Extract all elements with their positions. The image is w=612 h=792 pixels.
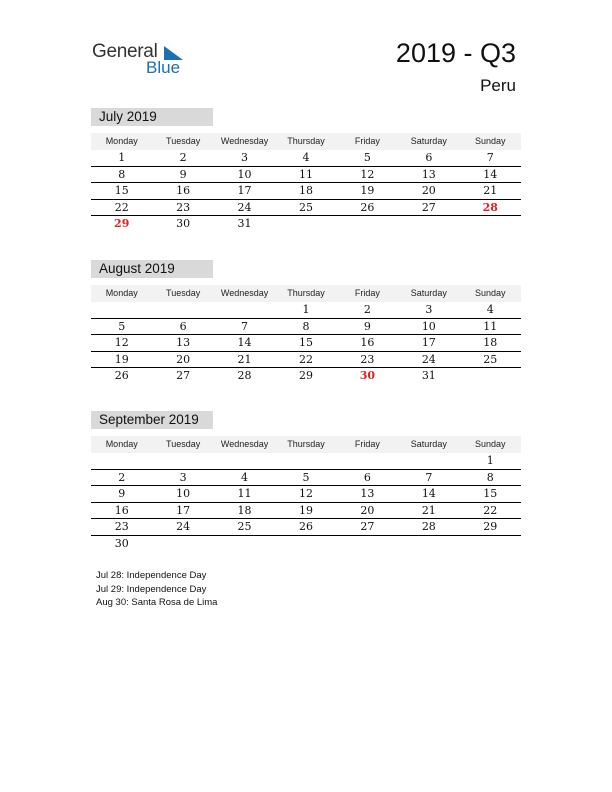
day-cell: 3	[241, 151, 249, 164]
day-cell	[152, 302, 213, 318]
week-row	[91, 150, 521, 167]
day-cell: 10	[237, 167, 252, 181]
day-cell: 7	[241, 319, 249, 333]
day-cell: 23	[114, 520, 129, 534]
day-cell: 9	[179, 167, 187, 181]
weekday-label: Saturday	[410, 136, 447, 146]
day-cell	[460, 536, 521, 553]
weekday-label: Friday	[354, 439, 380, 449]
day-cell: 23	[176, 200, 191, 214]
day-cell: 13	[421, 167, 436, 181]
week-row	[91, 519, 521, 536]
day-cell: 25	[298, 200, 313, 214]
week-row	[91, 302, 521, 319]
weekday-label: Sunday	[474, 288, 506, 298]
logo-general-text: General	[92, 41, 158, 62]
day-cell: 15	[298, 336, 313, 350]
day-cell: 8	[486, 470, 494, 484]
day-cell: 29	[483, 520, 498, 534]
day-cell: 28	[482, 200, 498, 214]
day-cell	[398, 453, 459, 469]
weekday-label: Wednesday	[220, 136, 269, 146]
day-cell: 7	[486, 151, 494, 164]
weekday-label: Sunday	[474, 439, 506, 449]
week-row	[91, 503, 521, 520]
month-label: August 2019	[91, 260, 213, 278]
day-cell: 24	[176, 520, 191, 534]
day-cell	[91, 453, 152, 469]
day-cell	[275, 453, 336, 469]
day-cell: 4	[302, 151, 310, 164]
holiday-note: Jul 29: Independence Day	[96, 583, 207, 595]
day-cell	[337, 536, 398, 553]
day-cell: 18	[483, 336, 498, 350]
day-cell: 2	[179, 151, 187, 164]
weekday-label: Friday	[354, 136, 380, 146]
week-row	[91, 486, 521, 503]
day-cell: 22	[483, 503, 498, 517]
day-cell: 14	[483, 167, 498, 181]
weekday-label: Tuesday	[166, 136, 201, 146]
day-cell: 1	[118, 151, 126, 164]
day-cell: 31	[421, 369, 436, 383]
day-cell: 19	[298, 503, 313, 517]
day-cell	[275, 216, 336, 233]
weekday-header	[91, 133, 521, 150]
day-cell: 22	[298, 352, 313, 366]
day-cell: 12	[360, 167, 375, 181]
day-cell: 30	[359, 369, 376, 383]
day-cell: 21	[483, 184, 498, 198]
day-cell: 21	[237, 352, 252, 366]
day-cell	[91, 302, 152, 318]
weekday-label: Tuesday	[166, 288, 201, 298]
day-cell: 20	[176, 352, 191, 366]
day-cell: 17	[421, 336, 436, 350]
day-cell: 6	[425, 151, 433, 164]
day-cell: 15	[483, 487, 498, 501]
holiday-note: Aug 30: Santa Rosa de Lima	[96, 597, 218, 608]
holiday-notes	[96, 569, 217, 610]
day-cell: 15	[114, 184, 129, 198]
country-name: Peru	[480, 76, 516, 95]
weekday-label: Tuesday	[166, 439, 201, 449]
day-cell	[214, 302, 275, 318]
day-cell: 6	[363, 470, 371, 484]
logo-blue-text: Blue	[146, 58, 181, 77]
day-cell: 27	[360, 520, 375, 534]
day-cell: 28	[421, 520, 436, 534]
brand-logo	[92, 41, 192, 81]
week-row	[91, 536, 521, 553]
weekday-label: Saturday	[410, 288, 447, 298]
month-label: September 2019	[91, 411, 213, 429]
day-cell: 7	[425, 470, 433, 484]
day-cell	[152, 453, 213, 469]
day-cell: 14	[421, 487, 436, 501]
month-calendar	[91, 260, 521, 385]
day-cell: 11	[483, 319, 498, 333]
week-row	[91, 453, 521, 470]
day-cell: 18	[298, 184, 313, 198]
week-row	[91, 352, 521, 369]
day-cell: 12	[298, 487, 313, 501]
day-cell: 16	[176, 184, 191, 198]
day-cell	[398, 536, 459, 553]
day-cell: 4	[486, 303, 494, 316]
day-cell: 11	[298, 167, 313, 181]
day-cell: 23	[360, 352, 375, 366]
day-cell: 4	[241, 470, 249, 484]
day-cell	[460, 368, 521, 385]
weekday-label: Sunday	[474, 136, 506, 146]
day-cell: 3	[179, 470, 187, 484]
weekday-label: Thursday	[287, 288, 325, 298]
day-cell: 20	[360, 503, 375, 517]
day-cell: 25	[237, 520, 252, 534]
week-row	[91, 167, 521, 184]
day-cell: 9	[363, 319, 371, 333]
day-cell	[460, 216, 521, 233]
day-cell: 2	[118, 470, 126, 484]
day-cell: 22	[114, 200, 129, 214]
day-cell: 5	[302, 470, 310, 484]
day-cell: 10	[421, 319, 436, 333]
weekday-label: Thursday	[287, 136, 325, 146]
week-row	[91, 319, 521, 336]
day-cell: 20	[421, 184, 436, 198]
day-cell: 26	[298, 520, 313, 534]
day-cell	[275, 536, 336, 553]
day-cell: 3	[425, 303, 433, 316]
day-cell	[337, 216, 398, 233]
day-cell: 16	[114, 503, 129, 517]
day-cell: 12	[114, 336, 129, 350]
day-cell: 17	[237, 184, 252, 198]
weekday-header	[91, 285, 521, 302]
day-cell: 8	[118, 167, 126, 181]
day-cell: 26	[360, 200, 375, 214]
day-cell	[152, 536, 213, 553]
day-cell: 10	[176, 487, 191, 501]
day-cell: 2	[363, 303, 371, 316]
day-cell: 1	[302, 303, 310, 316]
day-cell: 25	[483, 352, 498, 366]
day-cell: 29	[298, 369, 313, 383]
day-cell: 16	[360, 336, 375, 350]
week-row	[91, 368, 521, 385]
day-cell: 30	[176, 217, 191, 231]
day-cell: 1	[486, 454, 494, 467]
weekday-label: Saturday	[410, 439, 447, 449]
day-cell: 19	[114, 352, 129, 366]
week-row	[91, 216, 521, 233]
day-cell: 31	[237, 217, 252, 231]
day-cell: 13	[176, 336, 191, 350]
month-calendar	[91, 108, 521, 233]
page-title: 2019 - Q3	[395, 38, 516, 68]
day-cell: 9	[118, 487, 126, 501]
day-cell	[398, 216, 459, 233]
weekday-label: Monday	[105, 439, 138, 449]
weekday-header	[91, 436, 521, 453]
day-cell: 27	[421, 200, 436, 214]
day-cell: 13	[360, 487, 375, 501]
day-cell: 27	[176, 369, 191, 383]
weekday-label: Thursday	[287, 439, 325, 449]
day-cell: 28	[237, 369, 252, 383]
day-cell	[214, 453, 275, 469]
week-row	[91, 335, 521, 352]
day-cell: 8	[302, 319, 310, 333]
day-cell: 17	[176, 503, 191, 517]
weekday-label: Monday	[105, 136, 138, 146]
month-calendar	[91, 411, 521, 553]
weekday-label: Wednesday	[220, 439, 269, 449]
day-cell: 18	[237, 503, 252, 517]
day-cell: 29	[114, 217, 130, 231]
day-cell: 5	[118, 319, 126, 333]
day-cell	[337, 453, 398, 469]
month-label: July 2019	[91, 108, 213, 126]
day-cell: 5	[363, 151, 371, 164]
day-cell: 24	[237, 200, 252, 214]
weekday-label: Friday	[354, 288, 380, 298]
day-cell: 14	[237, 336, 252, 350]
day-cell: 26	[114, 369, 129, 383]
day-cell: 6	[179, 319, 187, 333]
weekday-label: Monday	[105, 288, 138, 298]
day-cell: 21	[421, 503, 436, 517]
week-row	[91, 470, 521, 487]
weekday-label: Wednesday	[220, 288, 269, 298]
holiday-note: Jul 28: Independence Day	[96, 570, 207, 581]
week-row	[91, 183, 521, 200]
day-cell: 19	[360, 184, 375, 198]
day-cell: 30	[114, 536, 129, 550]
day-cell	[214, 536, 275, 553]
day-cell: 11	[237, 487, 252, 501]
day-cell: 24	[421, 352, 436, 366]
week-row	[91, 200, 521, 217]
